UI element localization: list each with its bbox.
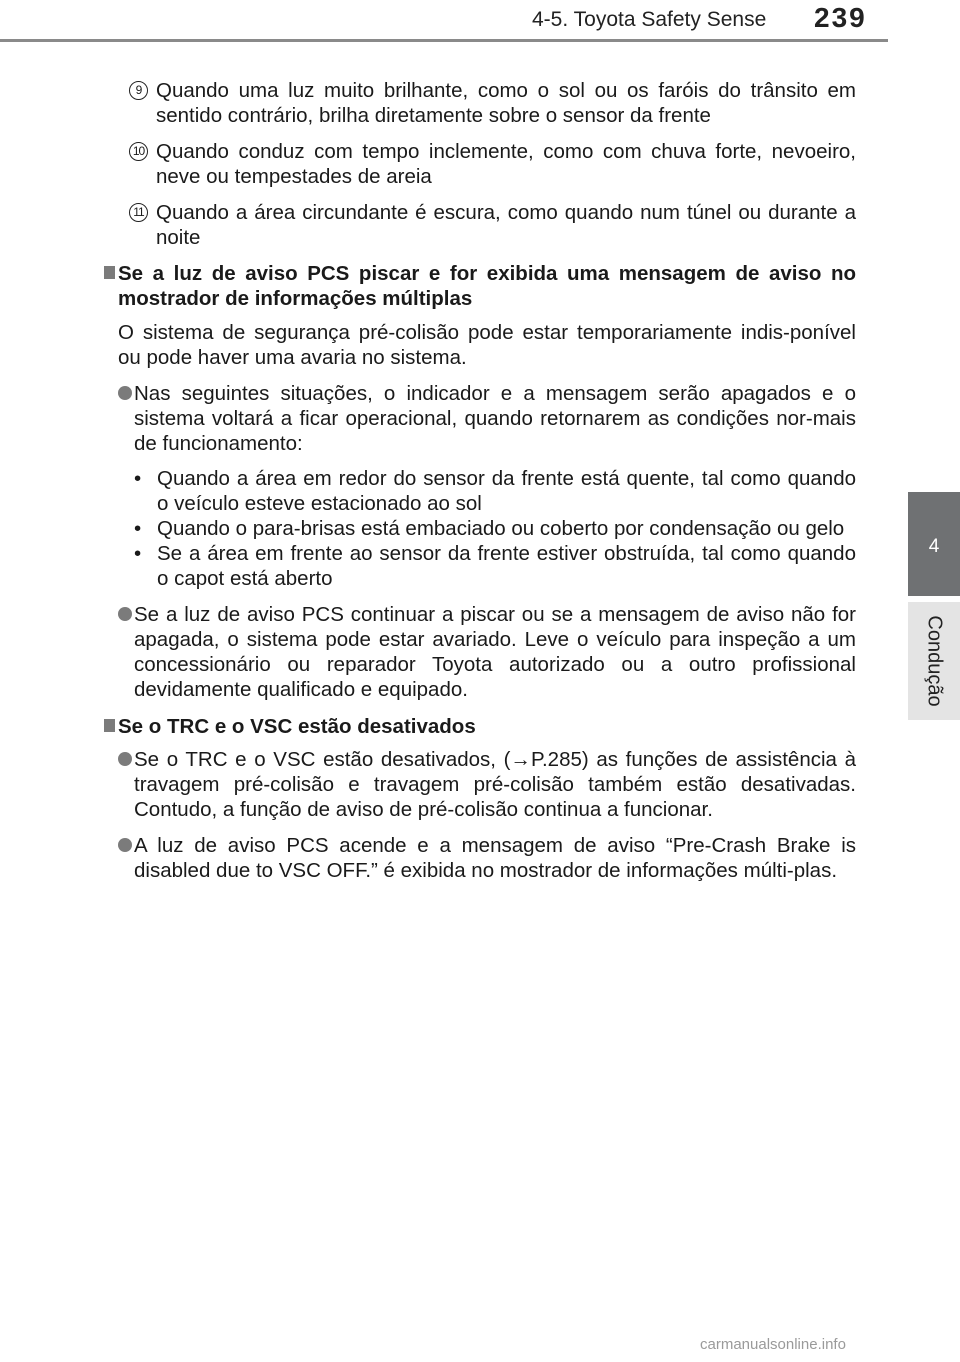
bullet-text: Se a luz de aviso PCS continuar a piscar ou se a mensagem de aviso não for apagada, o sistema pode estar avariado. Leve o veículo para inspeção a um concessionário ou reparador Toyota autorizado ou a outro profissional devidamente qualificado e equipado.: [134, 603, 856, 701]
bullet-item: [104, 602, 856, 702]
round-bullet-icon: [118, 607, 132, 621]
heading-text: Se o TRC e o VSC estão desativados: [118, 715, 476, 738]
item-text: Quando uma luz muito brilhante, como o sol ou os faróis do trânsito em sentido contrário, brilha diretamente sobre o sensor da frente: [156, 79, 856, 127]
section-heading-trc-vsc: [104, 714, 856, 739]
list-item-text: Se a área em frente ao sensor da frente estiver obstruída, tal como quando o capot está aberto: [157, 542, 856, 590]
numbered-item: [104, 200, 856, 250]
page-content: [104, 78, 856, 883]
numbered-item: [104, 139, 856, 189]
dot-bullet-icon: •: [134, 517, 142, 540]
list-item: [134, 516, 856, 541]
watermark-text: carmanualsonline.info: [700, 1336, 846, 1353]
bullet-item: [104, 747, 856, 822]
heading-text: Se a luz de aviso PCS piscar e for exibida uma mensagem de aviso no mostrador de informações múltiplas: [118, 262, 856, 310]
list-item: [134, 541, 856, 591]
chapter-tab[interactable]: [908, 492, 960, 596]
round-bullet-icon: [118, 752, 132, 766]
item-text: Quando conduz com tempo inclemente, como com chuva forte, nevoeiro, neve ou tempestades de areia: [156, 140, 856, 188]
chapter-number: 4: [928, 536, 940, 557]
list-item-text: Quando a área em redor do sensor da frente está quente, tal como quando o veículo esteve estacionado ao sol: [157, 467, 856, 515]
list-item-text: Quando o para-brisas está embaciado ou coberto por condensação ou gelo: [157, 517, 845, 540]
round-bullet-icon: [118, 838, 132, 852]
body-paragraph: O sistema de segurança pré-colisão pode estar temporariamente indis-ponível ou pode haver uma avaria no sistema.: [118, 321, 856, 369]
item-text: Quando a área circundante é escura, como quando num túnel ou durante a noite: [156, 201, 856, 249]
circled-number-icon: 11: [129, 203, 148, 222]
bullet-text: Se o TRC e o VSC estão desativados, (→P.285) as funções de assistência à travagem pré-colisão e travagem pré-colisão também estão desativadas. Contudo, a função de aviso de pré-colisão continua a funcionar.: [134, 748, 856, 821]
square-bullet-icon: [104, 719, 115, 732]
chapter-title: Condução: [923, 615, 946, 707]
list-item: [134, 466, 856, 516]
section-body: [104, 320, 856, 370]
numbered-item: [104, 78, 856, 128]
chapter-title-tab[interactable]: [908, 602, 960, 720]
bullet-item: [104, 381, 856, 456]
section-heading-pcs-warning: [104, 261, 856, 311]
bullet-text: Nas seguintes situações, o indicador e a mensagem serão apagados e o sistema voltará a ficar operacional, quando retornarem as condições nor-mais de funcionamento:: [134, 382, 856, 455]
circled-number-icon: 9: [129, 81, 148, 100]
page-number: 239: [814, 2, 867, 33]
section-title: 4-5. Toyota Safety Sense: [532, 8, 767, 31]
dot-bullet-icon: •: [134, 467, 142, 490]
sub-list: [104, 466, 856, 591]
bullet-text: A luz de aviso PCS acende e a mensagem de aviso “Pre-Crash Brake is disabled due to VSC OFF.” é exibida no mostrador de informações múlti-plas.: [134, 834, 856, 882]
square-bullet-icon: [104, 266, 115, 279]
circled-number-icon: 10: [129, 142, 148, 161]
dot-bullet-icon: •: [134, 542, 142, 565]
header-rule: [0, 39, 888, 42]
round-bullet-icon: [118, 386, 132, 400]
page-header: [0, 0, 960, 60]
bullet-item: [104, 833, 856, 883]
